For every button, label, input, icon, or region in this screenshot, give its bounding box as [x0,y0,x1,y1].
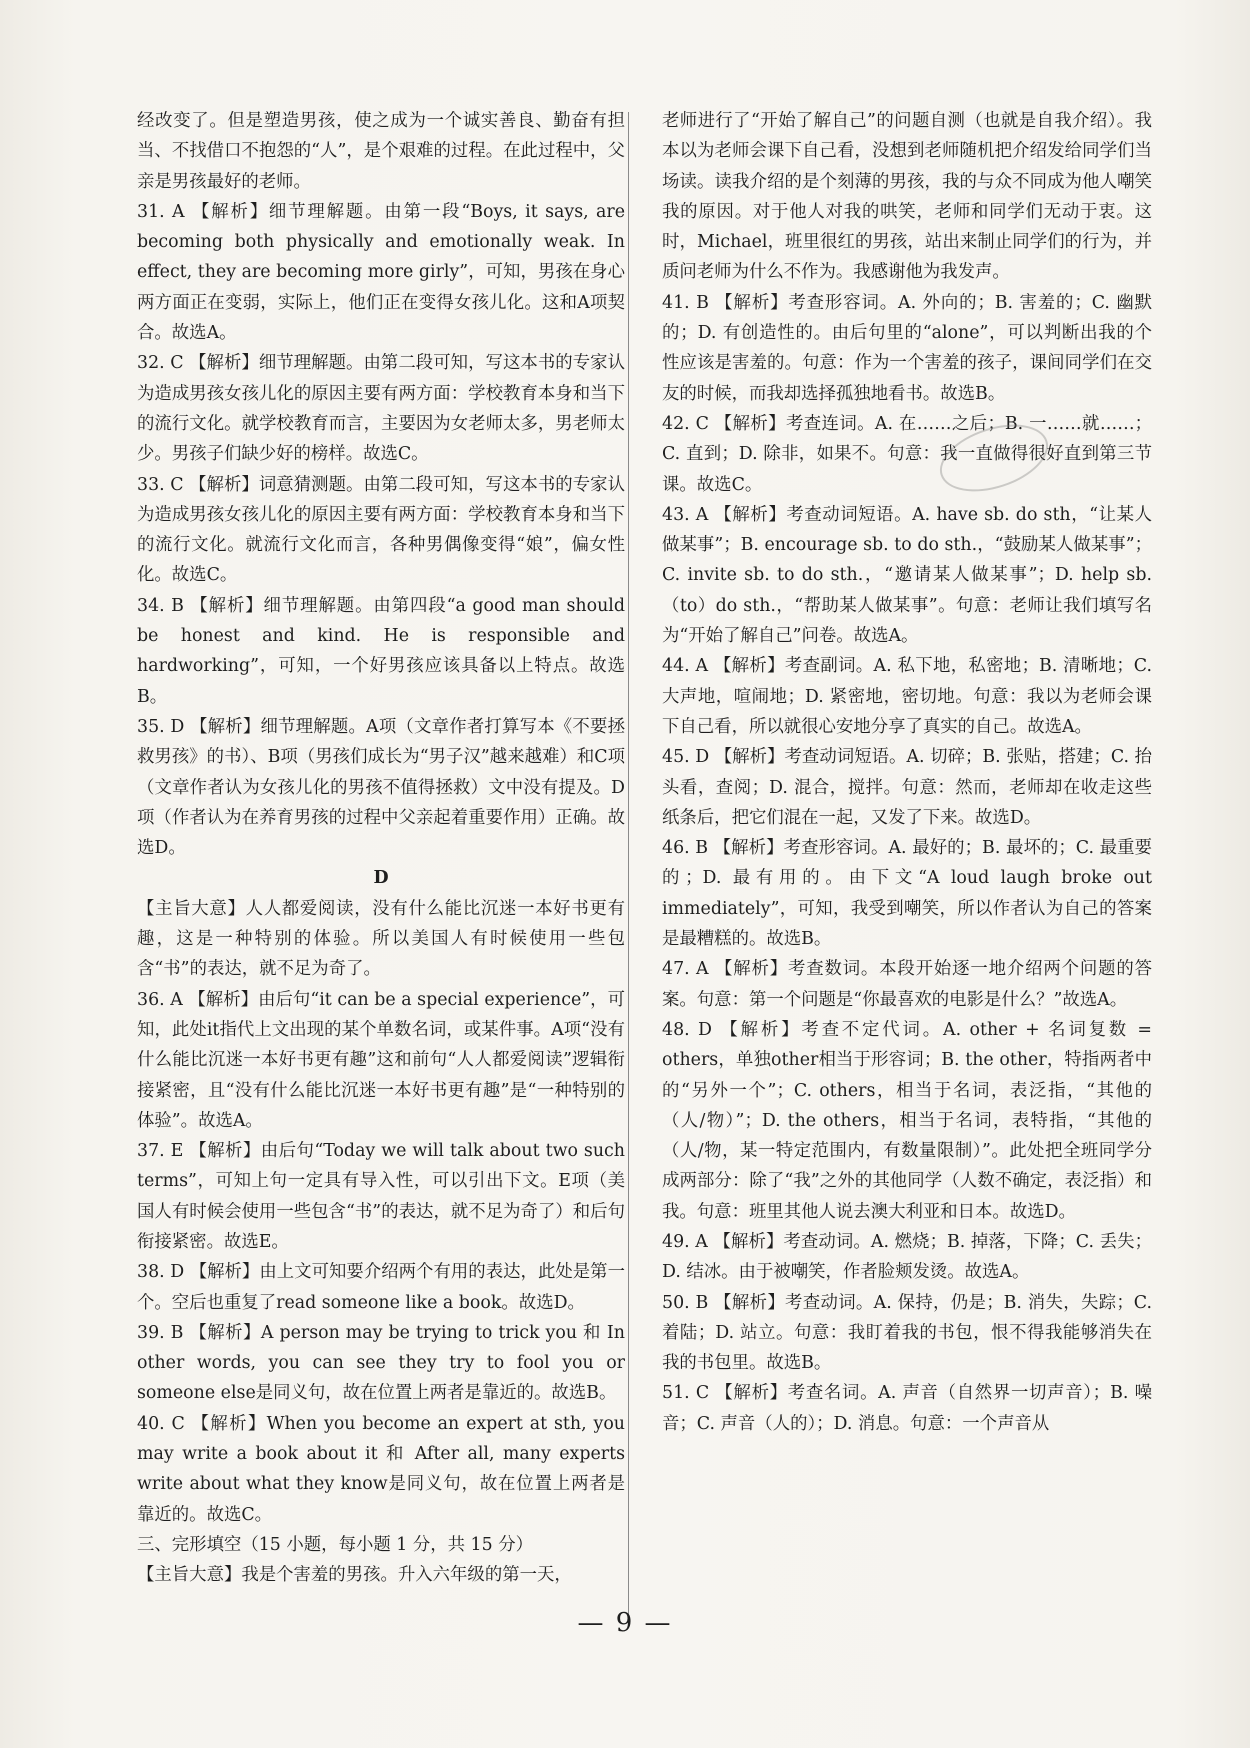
answer-49: 49. A 【解析】考查动词。A. 燃烧；B. 掉落，下降；C. 丢失；D. 结冰。由于被嘲笑，作者脸颊发烫。故选A。 [662,1231,1152,1283]
answer-41: 41. B 【解析】考查形容词。A. 外向的；B. 害羞的；C. 幽默的；D. 有创造性的。由后句里的“alone”，可以判断出我的个性应该是害羞的。句意：作为一个害羞的孩子，课间同学们在交友的时候，而我却选择孤独地看书。故选B。 [662,292,1152,404]
answer-42: 42. C 【解析】考查连词。A. 在……之后；B. 一……就……；C. 直到；D. 除非，如果不。句意：我一直做得很好直到第三节课。故选C。 [662,413,1152,495]
answer-38: 38. D 【解析】由上文可知要介绍两个有用的表达，此处是第一个。空后也重复了read someone like a book。故选D。 [137,1262,625,1313]
column-divider [628,112,629,1627]
page-number: — 9 — [577,1608,673,1638]
answer-48: 48. D 【解析】考查不定代词。A. other + 名词复数 = others，单独other相当于形容词；B. the other，特指两者中的“另外一个”；C. others，相当于名词，表泛指，“其他的（人/物）”；D. the others，相当于名词，表特指，“其他的（人/物，某一特定范围内，有数量限制）”。此处把全班同学分成两部分：除了“我”之外的其他同学（人数不确定，表泛指）和我。句意：班里其他人说去澳大利亚和日本。故选D。 [662,1019,1152,1222]
answer-51: 51. C 【解析】考查名词。A. 声音（自然界一切声音）；B. 噪音；C. 声音（人的）；D. 消息。句意：一个声音从 [662,1383,1152,1434]
answer-45: 45. D 【解析】考查动词短语。A. 切碎；B. 张贴，搭建；C. 抬头看，查阅；D. 混合，搅拌。句意：然而，老师却在收走这些纸条后，把它们混在一起，又发了下来。故选D。 [662,747,1152,828]
answer-46: 46. B 【解析】考查形容词。A. 最好的；B. 最坏的；C. 最重要的；D. 最有用的。由下文“A loud laugh broke out immediately”，可知，我受到嘲笑，所以作者认为自己的答案是最糟糕的。故选B。 [662,838,1152,950]
answer-36: 36. A 【解析】由后句“it can be a special experience”，可知，此处it指代上文出现的某个单数名词，或某件事。A项“没有什么能比沉迷一本好书更有趣”这和前句“人人都爱阅读”逻辑衔接紧密，且“没有什么能比沉迷一本好书更有趣”是“一种特别的体验”。故选A。 [137,989,625,1131]
answer-32: 32. C 【解析】细节理解题。由第二段可知，写这本书的专家认为造成男孩女孩儿化的原因主要有两方面：学校教育本身和当下的流行文化。就学校教育而言，主要因为女老师太多，男老师太少。男孩子们缺少好的榜样。故选C。 [137,353,625,465]
answer-33: 33. C 【解析】词意猜测题。由第二段可知，写这本书的专家认为造成男孩女孩儿化的原因主要有两方面：学校教育本身和当下的流行文化。就流行文化而言，各种男偶像变得“娘”，偏女性化。故选C。 [137,474,625,586]
answer-47: 47. A 【解析】考查数词。本段开始逐一地介绍两个问题的答案。句意：第一个问题是“你最喜欢的电影是什么？”故选A。 [662,959,1152,1010]
main-idea-d: 【主旨大意】人人都爱阅读，没有什么能比沉迷一本好书更有趣，这是一种特别的体验。所以美国人有时候使用一些包含“书”的表达，就不足为奇了。 [137,898,625,980]
left-column [137,106,625,1591]
section-d-title: D [373,868,389,889]
section-three-intro: 【主旨大意】我是个害羞的男孩。升入六年级的第一天， [137,1565,572,1586]
main-idea-continued: 老师进行了“开始了解自己”的问题自测（也就是自我介绍）。我本以为老师会课下自己看，没想到老师随机把介绍发给同学们当场读。读我介绍的是个刻薄的男孩，我的与众不同成为他人嘲笑我的原因。对于他人对我的哄笑，老师和同学们无动于衷。这时，Michael，班里很红的男孩，站出来制止同学们的行为，并质问老师为什么不作为。我感谢他为我发声。 [662,111,1152,283]
answer-44: 44. A 【解析】考查副词。A. 私下地，私密地；B. 清晰地；C. 大声地，喧闹地；D. 紧密地，密切地。句意：我以为老师会课下自己看，所以就很心安地分享了真实的自己。故选A。 [662,656,1152,737]
answer-34: 34. B 【解析】细节理解题。由第四段“a good man should be honest and kind. He is responsible and hardworking”，可知，一个好男孩应该具备以上特点。故选B。 [137,595,625,707]
answer-50: 50. B 【解析】考查动词。A. 保持，仍是；B. 消失，失踪；C. 着陆；D. 站立。句意：我盯着我的书包，恨不得我能够消失在我的书包里。故选B。 [662,1292,1152,1374]
answer-43: 43. A 【解析】考查动词短语。A. have sb. do sth，“让某人做某事”；B. encourage sb. to do sth.，“鼓励某人做某事”；C. invite sb. to do sth.，“邀请某人做某事”；D. help sb.（to）do sth.，“帮助某人做某事”。句意：老师让我们填写名为“开始了解自己”问卷。故选A。 [662,504,1152,647]
right-column [662,106,1152,1439]
answer-35: 35. D 【解析】细节理解题。A项（文章作者打算写本《不要拯救男孩》的书）、B项（男孩们成长为“男子汉”越来越难）和C项（文章作者认为女孩儿化的男孩不值得拯救）文中没有提及。D项（作者认为在养育男孩的过程中父亲起着重要作用）正确。故选D。 [137,716,625,859]
answer-37: 37. E 【解析】由后句“Today we will talk about two such terms”，可知上句一定具有导入性，可以引出下文。E项（美国人有时候会使用一些包含“书”的表达，就不足为奇了）和后句衔接紧密。故选E。 [137,1141,625,1252]
section-three-title: 三、完形填空（15 小题，每小题 1 分，共 15 分） [137,1534,533,1555]
answer-40: 40. C 【解析】When you become an expert at sth, you may write a book about it 和 After all, many experts write about what they know是同义句，故在位置上两者是靠近的。故选C。 [137,1413,625,1525]
paragraph-intro: 经改变了。但是塑造男孩，使之成为一个诚实善良、勤奋有担当、不找借口不抱怨的“人”，是个艰难的过程。在此过程中，父亲是男孩最好的老师。 [137,111,625,192]
answer-31: 31. A 【解析】细节理解题。由第一段“Boys, it says, are becoming both physically and emotionally weak. In effect, they are becoming more girly”，可知，男孩在身心两方面正在变弱，实际上，他们正在变得女孩儿化。这和A项契合。故选A。 [137,201,625,344]
answer-39: 39. B 【解析】A person may be trying to trick you 和 In other words, you can see they try to fool you or someone else是同义句，故在位置上两者是靠近的。故选B。 [137,1322,625,1404]
